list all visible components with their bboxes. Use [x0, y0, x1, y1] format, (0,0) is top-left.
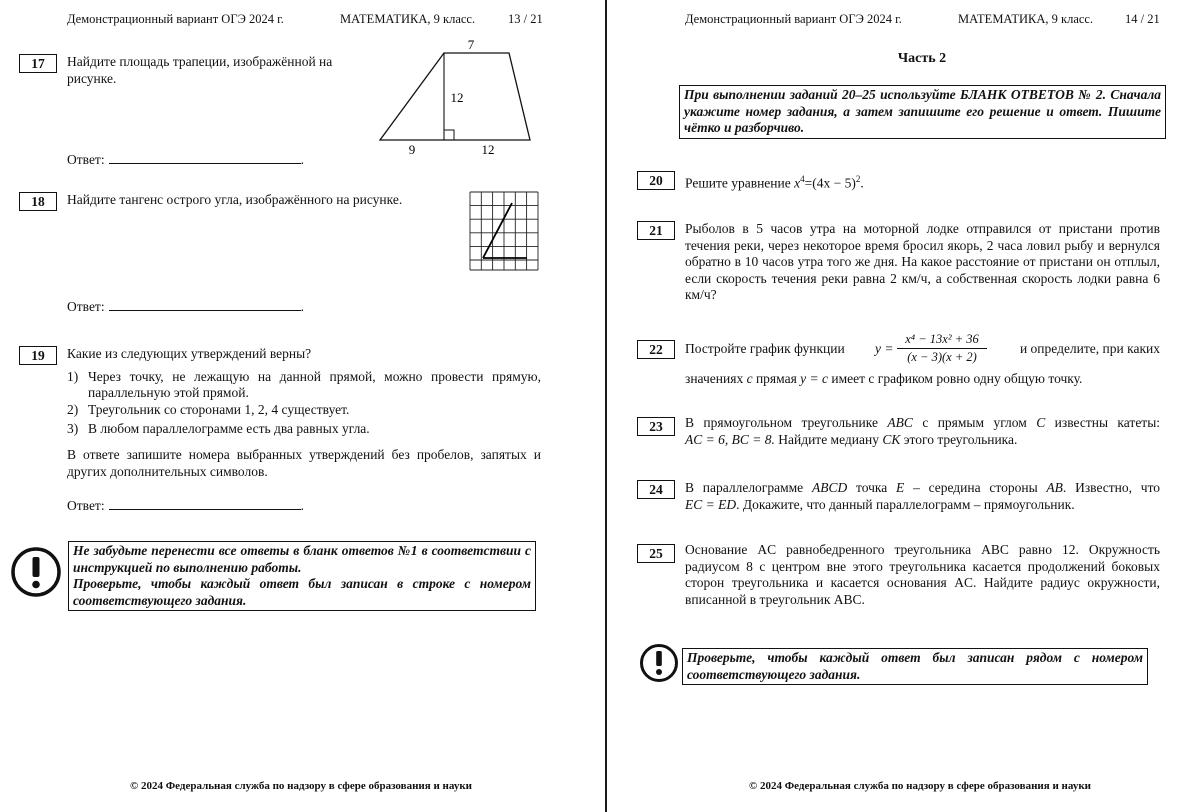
task-19-item-2: [67, 402, 541, 420]
answer-end: .: [300, 152, 304, 167]
text: этого треугольника.: [903, 431, 1018, 447]
notice-box: Проверьте, чтобы каждый ответ был записан рядом с номером соответствующего задания.: [682, 648, 1148, 685]
task-23-line-2: [685, 432, 1160, 449]
text: точка: [855, 480, 888, 495]
task-17-text: Найдите площадь трапеции, изображённой на рисунке.: [67, 54, 333, 86]
task-19-instruction: В ответе запишите номера выбранных утверждений без пробелов, запятых и других дополнительных символов.: [67, 447, 541, 479]
header-center: МАТЕМАТИКА, 9 класс.: [340, 12, 476, 26]
item-text: В любом параллелограмме есть два равных угла.: [88, 421, 370, 436]
text: прямая: [755, 371, 797, 386]
page-14: [607, 0, 1200, 812]
answer-end: .: [300, 498, 304, 513]
part-2-instruction-box: При выполнении заданий 20–25 используйте БЛАНК ОТВЕТОВ № 2. Сначала укажите номер задания, а затем запишите его решение и ответ. Пишите чётко и разборчиво.: [679, 85, 1166, 139]
formula-eq: =: [804, 175, 813, 191]
formula-lhs-exp: 4: [800, 174, 805, 184]
text: Найдите медиану: [778, 431, 879, 447]
answer-line: [109, 298, 301, 311]
answer-label: Ответ:: [67, 498, 105, 513]
text: имеет с графиком ровно одну общую точку.: [831, 371, 1083, 386]
text: В параллелограмме: [685, 480, 804, 495]
part-title: Часть 2: [897, 51, 947, 66]
task-22-text-before: Постройте график функции: [685, 341, 845, 356]
task-19-number: 19: [19, 346, 57, 365]
item-number: 3): [67, 421, 79, 436]
task-24-line-1: [685, 480, 1160, 497]
answer-line: [109, 497, 301, 510]
header-left: Демонстрационный вариант ОГЭ 2024 г.: [67, 12, 284, 26]
item-text: Треугольник со сторонами 1, 2, 4 существует.: [88, 402, 350, 417]
angle-grid-figure: [469, 191, 541, 273]
item-number: 1): [67, 369, 79, 384]
triangle-abc: ABC: [887, 415, 913, 430]
task-25-number: 25: [637, 544, 675, 563]
task-19-question: Какие из следующих утверждений верны?: [67, 346, 312, 361]
notice-line-1: Не забудьте перенести все ответы в бланк ответов №1 в соответствии с инструкцией по выполнению работы.: [73, 543, 531, 575]
task-22-text-after: и определите, при каких: [1019, 341, 1160, 356]
task-17-answer: [67, 151, 304, 168]
formula-end: .: [860, 175, 864, 191]
task-19-item-1: [67, 369, 541, 403]
label-bottom-right: 12: [481, 142, 495, 157]
header-left: Демонстрационный вариант ОГЭ 2024 г.: [685, 12, 902, 26]
task-19-answer: [67, 497, 304, 514]
formula-rhs-exp: 2: [855, 174, 861, 184]
label-bottom-left: 9: [408, 142, 416, 157]
label-height: 12: [450, 90, 464, 105]
ec-equals-ed: EC = ED: [685, 496, 737, 512]
fraction-numerator: x⁴ − 13x² + 36: [905, 332, 979, 346]
task-18-number: 18: [19, 192, 57, 211]
legs-values: AC = 6, BC = 8.: [685, 431, 775, 447]
text: . Известно, что: [1062, 480, 1161, 495]
notice-box: [68, 541, 536, 611]
task-20-label: Решите уравнение: [685, 175, 791, 191]
var-c: c: [746, 371, 753, 386]
warning-exclamation-icon: [639, 643, 679, 683]
fraction-denominator: (x − 3)(x + 2): [907, 350, 977, 364]
task-18-text: Найдите тангенс острого угла, изображённого на рисунке.: [67, 192, 403, 207]
formula-rhs: (4x − 5): [812, 175, 856, 191]
angle-side-slanted: [483, 203, 512, 258]
side-ab: AB: [1046, 480, 1063, 495]
task-24-line-2: [685, 497, 1160, 514]
task-22-number: 22: [637, 340, 675, 359]
answer-line: [109, 151, 301, 164]
task-20-text: [685, 171, 864, 192]
label-top-base: 7: [467, 37, 475, 52]
header-page-number: 14 / 21: [1125, 12, 1160, 26]
text: с прямым углом: [922, 415, 1027, 430]
text: значениях: [685, 371, 744, 386]
text: известны катеты:: [1054, 415, 1161, 430]
task-17-number: 17: [19, 54, 57, 73]
formula-lhs: x: [794, 175, 801, 191]
right-angle-mark: [444, 130, 454, 140]
answer-label: Ответ:: [67, 299, 105, 314]
header-center: МАТЕМАТИКА, 9 класс.: [958, 12, 1094, 26]
text: – середина стороны: [913, 480, 1038, 495]
point-e: E: [896, 480, 905, 495]
task-19-item-3: [67, 421, 541, 439]
parallelogram-abcd: ABCD: [811, 480, 848, 495]
text: В прямоугольном треугольнике: [685, 415, 878, 430]
item-text: Через точку, не лежащую на данной прямой, можно провести прямую, параллельную этой прямой.: [88, 369, 541, 400]
answer-end: .: [300, 299, 304, 314]
task-24-number: 24: [637, 480, 675, 499]
task-21-text: Рыболов в 5 часов утра на моторной лодке отправился от пристани против течения реки, через некоторое время бросил якорь, 2 часа ловил рыбу и вернулся обратно в 10 часов утра того же дня. На какое расстояние от пристани он отплыл, если скорость течения реки равна 2 км/ч, а собственная скорость лодки равна 6 км/ч?: [685, 221, 1160, 302]
median-ck: CK: [882, 431, 901, 447]
task-22-fraction: [897, 332, 987, 365]
task-23-text: [685, 415, 1160, 448]
task-22-line-2: [685, 371, 1082, 387]
item-number: 2): [67, 402, 79, 417]
warning-exclamation-icon: [10, 546, 62, 598]
eq-y-c: y = c: [800, 371, 829, 386]
task-20-number: 20: [637, 171, 675, 190]
trapezoid-figure: [375, 36, 540, 158]
task-18-answer: [67, 298, 304, 315]
task-22-func-y: y =: [875, 341, 894, 356]
task-21-number: 21: [637, 221, 675, 240]
answer-label: Ответ:: [67, 152, 105, 167]
task-24-text: [685, 480, 1160, 513]
fraction-bar: [897, 348, 987, 349]
notice-line-2: Проверьте, чтобы каждый ответ был записан в строке с номером соответствующего задания.: [73, 576, 531, 608]
angle-c: C: [1036, 415, 1046, 430]
footer: © 2024 Федеральная служба по надзору в сфере образования и науки: [130, 780, 473, 792]
task-23-line-1: [685, 415, 1160, 432]
task-23-number: 23: [637, 417, 675, 436]
task-25-text: Основание AC равнобедренного треугольника ABC равно 12. Окружность радиусом 8 с центром вне этого треугольника касается продолжений боковых сторон треугольника и касается основания AC. Найдите радиус окружности, вписанной в треугольник ABC.: [685, 542, 1160, 607]
text: . Докажите, что данный параллелограмм – прямоугольник.: [736, 496, 1075, 512]
footer: © 2024 Федеральная служба по надзору в сфере образования и науки: [749, 780, 1092, 792]
header-page-number: 13 / 21: [508, 12, 543, 26]
